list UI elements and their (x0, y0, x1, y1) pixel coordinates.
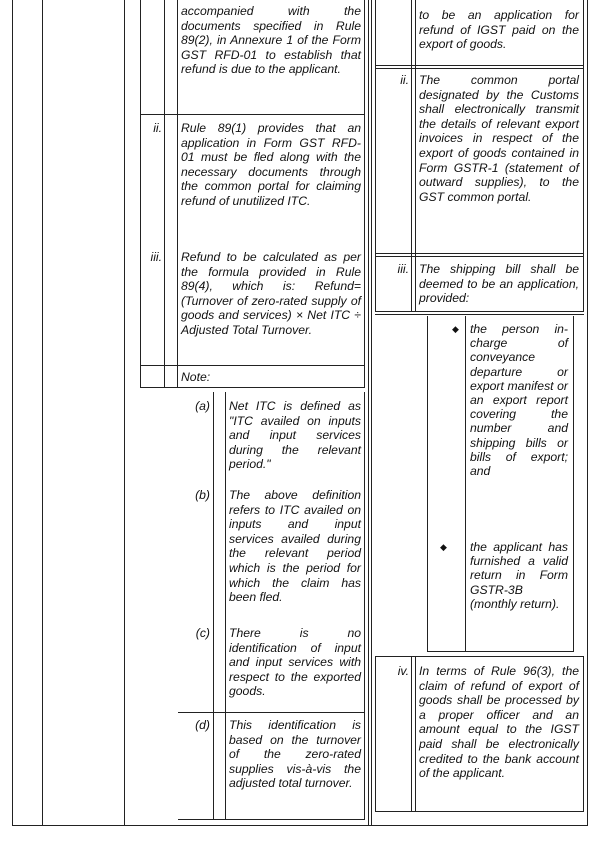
bullet-1-text: the person in-charge of conveyance departure or export manifest or an export report covering the number and shipping bills or bills of export; and (470, 322, 568, 479)
right-row-rule-2b (375, 256, 584, 257)
bullets-border-right (573, 316, 574, 652)
note-d-label: (d) (195, 718, 210, 732)
notes-rule-d (178, 712, 365, 713)
right-item-iii-text: The shipping bill shall be deemed to be an application, provided: (419, 262, 579, 306)
note-b-text: The above definition refers to ITC availed on inputs and input services availed during the relevant period which is the period for which the claim has been fled. (229, 488, 361, 605)
notes-border-right (364, 392, 365, 820)
left-table-border-right (364, 0, 365, 388)
notes-label-divider (213, 392, 214, 820)
column-divider-2 (124, 0, 125, 826)
left-item-ii-label: ii. (153, 121, 162, 135)
note-b-label: (b) (195, 488, 210, 502)
bullet-2-text: the applicant has furnished a valid return in Form GSTR-3B (monthly return). (470, 540, 568, 611)
iv-border-right (583, 656, 584, 812)
right-table-border-left (375, 0, 376, 312)
iv-top-rule (375, 656, 584, 657)
left-table-num-divider (164, 0, 165, 388)
right-row-rule-3b (375, 314, 584, 315)
left-paragraph-continued: accompanied with the documents specified in Rule 89(2), in Annexure 1 of the Form GST RFD-01 to establish that refund is due to the applicant. (181, 4, 361, 77)
left-row-rule-3 (140, 387, 365, 388)
notes-bottom-rule (178, 819, 365, 820)
bullets-mark-divider (465, 316, 466, 652)
outer-bottom-border (12, 825, 588, 826)
left-table-border-left (140, 0, 141, 388)
outer-right-border (587, 0, 588, 826)
left-item-iii-text: Refund to be calculated as per the formula provided in Rule 89(4), which is: Refund=(Turnover of zero-rated supply of goods and services) × Net ITC ÷ Adjusted Total Turnover. (181, 250, 361, 337)
right-table-num-divider (411, 0, 412, 312)
note-d-text: This identification is based on the turnover of the zero-rated supplies vis-à-vis the adjusted total turnover. (229, 718, 361, 791)
right-paragraph-continued: to be an application for refund of IGST paid on the export of goods. (419, 8, 579, 52)
right-row-rule-1 (375, 65, 584, 66)
iv-num-divider (411, 656, 412, 812)
left-item-ii-text: Rule 89(1) provides that an application in Form GST RFD- 01 must be fled along with the necessary documents through the common portal for claiming refund of unutilized ITC. (181, 121, 361, 208)
note-c-text: There is no identification of input and input services with respect to the exported goods. (229, 626, 361, 699)
outer-left-border (12, 0, 13, 826)
notes-text-divider (225, 392, 226, 820)
iv-border-left (375, 656, 376, 812)
right-item-iv-label: iv. (397, 664, 409, 678)
left-table-text-divider (177, 0, 178, 388)
iv-text-divider (415, 656, 416, 812)
right-row-rule-3 (375, 311, 584, 312)
right-table-border-right (583, 0, 584, 312)
left-row-rule-1 (140, 114, 365, 115)
column-divider-center (368, 0, 369, 826)
bullets-bottom-rule (427, 651, 574, 652)
bullet-1-icon: ◆ (452, 324, 459, 334)
right-item-ii-label: ii. (400, 73, 409, 87)
right-row-rule-1b (375, 68, 584, 69)
note-c-label: (c) (195, 626, 210, 640)
column-divider-1 (42, 0, 43, 826)
left-note-heading: Note: (181, 370, 211, 384)
note-a-text: Net ITC is defined as "ITC availed on inputs and input services during the relevant period." (229, 399, 361, 472)
left-row-rule-2 (140, 365, 365, 366)
right-item-ii-text: The common portal designated by the Customs shall electronically transmit the details of relevant export invoices in respect of the export of goods contained in Form GSTR-1 (statement of outward supplies), to the GST common portal. (419, 73, 579, 204)
column-divider-center-2 (371, 0, 372, 826)
bullets-border-left (427, 316, 428, 652)
right-item-iv-text: In terms of Rule 96(3), the claim of refund of export of goods shall be processed by a proper officer and an amount equal to the IGST paid shall be electronically credited to the bank account of the applicant. (419, 664, 579, 781)
bullet-2-icon: ◆ (440, 542, 447, 552)
iv-bottom-rule (375, 811, 584, 812)
right-item-iii-label: iii. (397, 262, 409, 276)
right-row-rule-2 (375, 253, 584, 254)
left-item-iii-label: iii. (150, 250, 162, 264)
note-a-label: (a) (195, 399, 210, 413)
right-table-text-divider (415, 0, 416, 312)
